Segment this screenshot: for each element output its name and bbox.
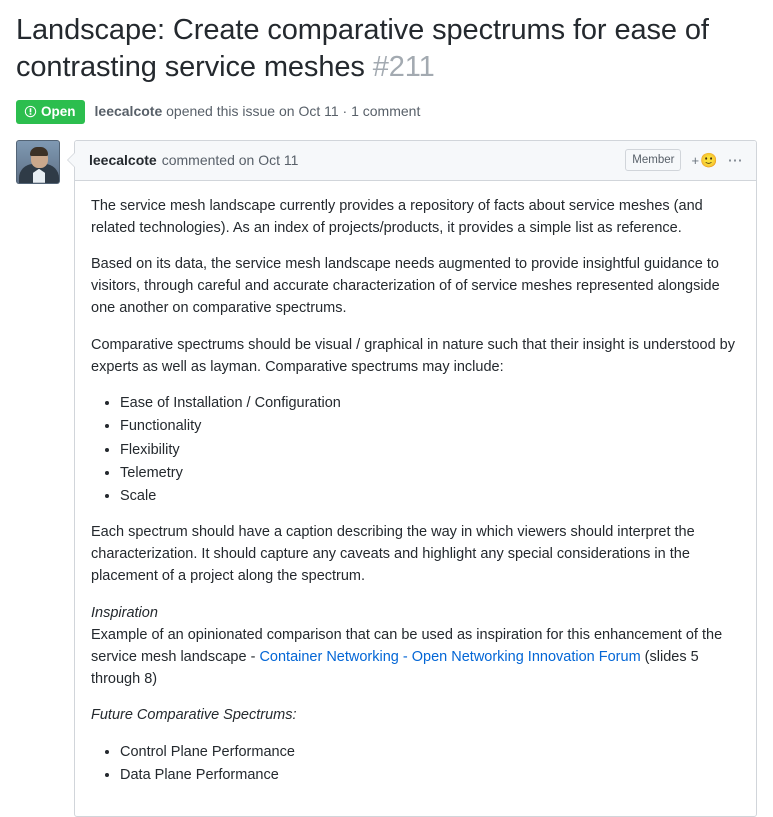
comment-paragraph-3: Comparative spectrums should be visual / graphical in nature such that their insight is understood by experts as well as layman. Comparative spectrums may include: bbox=[91, 336, 735, 375]
list-item: • Data Plane Performance bbox=[120, 764, 740, 786]
issue-meta-suffix: opened this issue on Oct 11 · 1 comment bbox=[162, 103, 421, 120]
list-item: • Telemetry bbox=[120, 462, 740, 484]
inspiration-heading bbox=[91, 602, 740, 624]
comment-header bbox=[75, 141, 756, 181]
inspiration-suffix: (slides 5 through 8) bbox=[91, 648, 699, 687]
comment-box bbox=[74, 140, 757, 817]
inspiration-link[interactable]: Container Networking - Open Networking Innovation Forum bbox=[259, 648, 641, 665]
kebab-horizontal-icon[interactable]: ⋯ bbox=[727, 151, 744, 169]
future-spectrums-heading bbox=[91, 704, 740, 726]
inspiration-heading-text: Inspiration bbox=[91, 604, 158, 621]
comment-paragraph-4: Each spectrum should have a caption describing the way in which viewers should interpret the characterization. It should capture any caveats and highlight any special considerations in the placement of a project along the spectrum. bbox=[91, 524, 695, 585]
status-badge bbox=[16, 100, 85, 124]
issue-author-link[interactable]: leecalcote bbox=[94, 103, 163, 120]
list-item: • Flexibility bbox=[120, 439, 740, 461]
smiley-icon: 🙂 bbox=[700, 152, 718, 169]
issue-meta-row bbox=[16, 100, 757, 124]
member-badge: Member bbox=[625, 149, 681, 171]
comment-paragraph-1: The service mesh landscape currently provides a repository of facts about service meshes (and related technologies). As an index of projects/products, it provides a simple list as reference. bbox=[91, 197, 703, 236]
issue-meta-text bbox=[95, 101, 421, 122]
list-item: • Scale bbox=[120, 485, 740, 507]
page-title bbox=[16, 12, 757, 86]
issue-number: #211 bbox=[372, 51, 435, 84]
comment-paragraph-2: Based on its data, the service mesh landscape needs augmented to provide insightful guidance to visitors, through careful and accurate characterization of of service meshes represented alongside one another on comparative spectrums. bbox=[91, 256, 720, 317]
future-spectrums-heading-text: Future Comparative Spectrums: bbox=[91, 707, 297, 724]
issue-title-text: Landscape: Create comparative spectrums for ease of contrasting service meshes bbox=[16, 14, 709, 84]
list-item: • Ease of Installation / Configuration bbox=[120, 392, 740, 414]
inspiration-prefix: Example of an opinionated comparison that can be used as inspiration for this enhancement of the service mesh landscape - bbox=[91, 626, 723, 665]
comment-author-link[interactable]: leecalcote bbox=[89, 152, 157, 169]
inspiration-paragraph bbox=[91, 624, 740, 690]
future-spectrum-list bbox=[91, 741, 740, 786]
spectrum-list bbox=[91, 392, 740, 506]
avatar[interactable] bbox=[16, 140, 60, 184]
list-item: • Functionality bbox=[120, 415, 740, 437]
comment-body bbox=[75, 181, 756, 817]
issue-opened-icon bbox=[24, 105, 37, 118]
plus-icon: + bbox=[691, 152, 700, 168]
comment-thread bbox=[16, 140, 757, 817]
status-badge-label: Open bbox=[41, 104, 76, 120]
add-reaction-button[interactable] bbox=[691, 153, 717, 167]
comment-timestamp[interactable]: commented on Oct 11 bbox=[161, 152, 299, 169]
avatar-hair bbox=[30, 147, 48, 156]
list-item: • Control Plane Performance bbox=[120, 741, 740, 763]
